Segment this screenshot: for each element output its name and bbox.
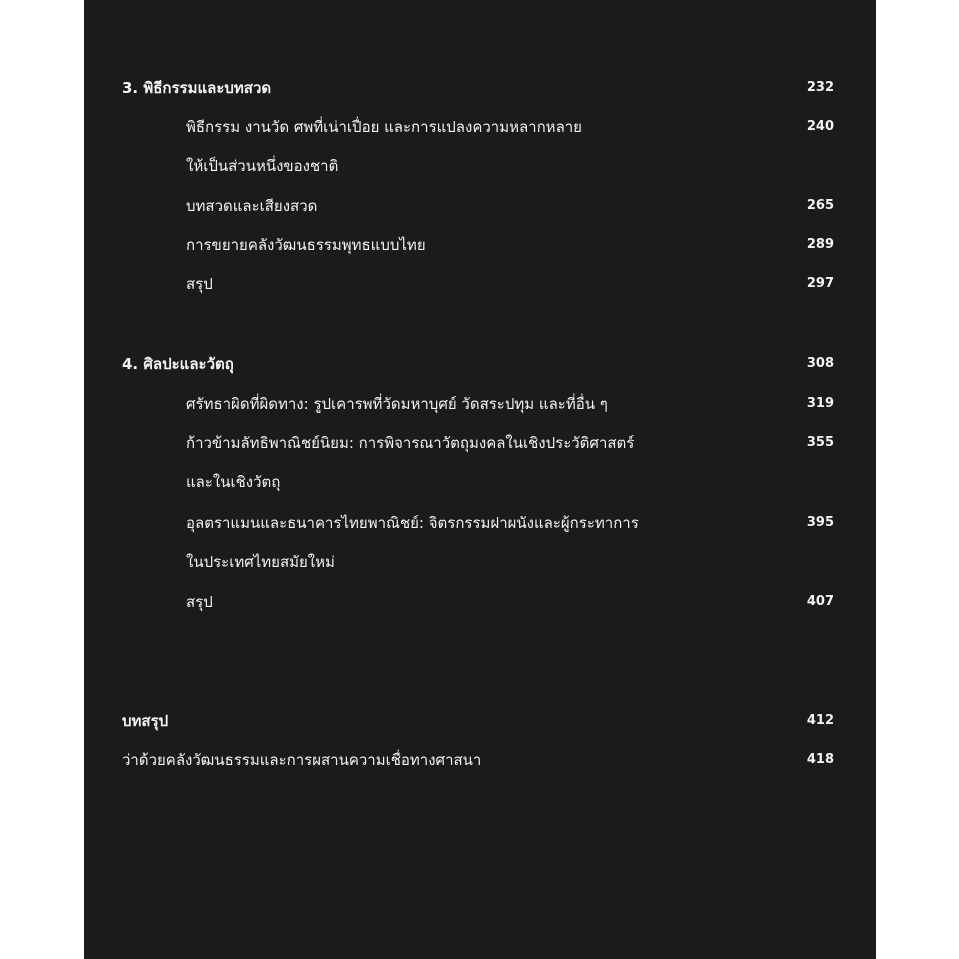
toc-chapter-title: บทสรุป — [122, 712, 169, 730]
toc-entry — [122, 507, 834, 539]
toc-entry — [122, 190, 834, 222]
toc-entry-title: บทสวดและเสียงสวด — [186, 197, 318, 215]
toc-entry-title: สรุป — [186, 275, 213, 293]
toc-page-number: 265 — [806, 198, 834, 213]
toc-entry — [122, 388, 834, 420]
toc-chapter-title: 3. พิธีกรรมและบทสวด — [122, 79, 272, 97]
toc-page-number: 308 — [806, 356, 834, 371]
toc-chapter-4 — [122, 348, 834, 380]
toc-page-number: 412 — [806, 713, 834, 728]
toc-page-number: 297 — [806, 276, 834, 291]
toc-page-number: 289 — [806, 237, 834, 252]
toc-entry-title: ก้าวข้ามลัทธิพาณิชย์นิยม: การพิจารณาวัตถุมงคลในเชิงประวัติศาสตร์ — [186, 434, 635, 452]
toc-entry-title: ในประเทศไทยสมัยใหม่ — [186, 553, 335, 571]
toc-entry-title: ให้เป็นส่วนหนึ่งของชาติ — [186, 157, 339, 175]
toc-entry-continuation — [122, 546, 834, 578]
toc-entry — [122, 427, 834, 459]
toc-entry-title: สรุป — [186, 593, 213, 611]
toc-entry-continuation — [122, 466, 834, 498]
toc-page-number: 232 — [806, 80, 834, 95]
toc-entry-continuation — [122, 150, 834, 182]
toc-chapter-3 — [122, 72, 834, 104]
toc-chapter-title: 4. ศิลปะและวัตถุ — [122, 355, 234, 373]
toc-entry-title: อุลตราแมนและธนาคารไทยพาณิชย์: จิตรกรรมฝาผนังและผู้กระทาการ — [186, 514, 639, 532]
toc-page-number: 407 — [806, 594, 834, 609]
toc-page-number: 319 — [806, 396, 834, 411]
toc-page-number: 240 — [806, 119, 834, 134]
book-page — [84, 0, 876, 959]
toc-entry — [122, 268, 834, 300]
toc-entry-title: การขยายคลังวัฒนธรรมพุทธแบบไทย — [186, 236, 426, 254]
toc-page-number: 355 — [806, 435, 834, 450]
toc-entry — [122, 744, 834, 776]
toc-entry-title: และในเชิงวัตถุ — [186, 473, 281, 491]
toc-conclusion — [122, 705, 834, 737]
toc-entry — [122, 111, 834, 143]
toc-entry-title: ศรัทธาผิดที่ผิดทาง: รูปเคารพที่วัดมหาบุศย์ วัดสระปทุม และที่อื่น ๆ — [186, 395, 608, 413]
toc-entry-title: พิธีกรรม งานวัด ศพที่เน่าเปื่อย และการแปลงความหลากหลาย — [186, 118, 582, 136]
toc-entry — [122, 229, 834, 261]
toc-page-number: 395 — [806, 515, 834, 530]
toc-page-number: 418 — [806, 752, 834, 767]
toc-entry-title: ว่าด้วยคลังวัฒนธรรมและการผสานความเชื่อทางศาสนา — [122, 751, 482, 769]
toc-entry — [122, 586, 834, 618]
